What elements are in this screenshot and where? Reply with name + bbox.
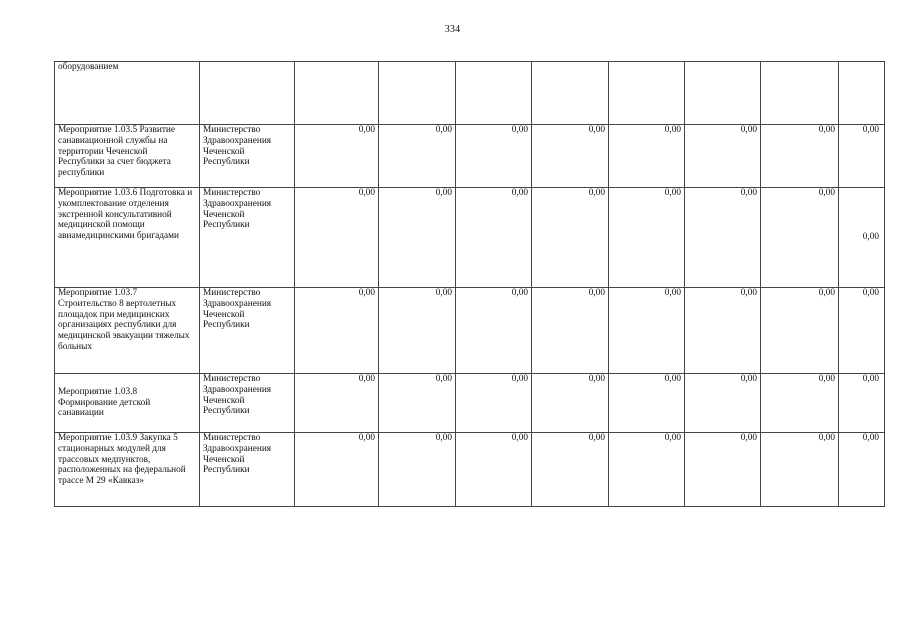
- value-cell: [456, 62, 532, 125]
- value-cell: 0,00: [456, 374, 532, 433]
- value-cell: 0,00: [532, 374, 609, 433]
- activity-cell: оборудованием: [55, 62, 200, 125]
- value-cell: 0,00: [456, 188, 532, 288]
- value-cell: 0,00: [839, 125, 885, 188]
- value-cell: 0,00: [839, 188, 885, 288]
- organization-cell: [200, 62, 295, 125]
- value-cell: [839, 62, 885, 125]
- value-cell: 0,00: [761, 374, 839, 433]
- value-cell: 0,00: [532, 125, 609, 188]
- value-cell: 0,00: [532, 188, 609, 288]
- value-cell: 0,00: [761, 433, 839, 507]
- value-cell: [685, 62, 761, 125]
- value-cell: 0,00: [685, 374, 761, 433]
- value-cell: [295, 62, 379, 125]
- activity-cell: Мероприятие 1.03.9 Закупка 5 стационарных модулей для трассовых медпунктов, расположенных на федеральной трассе М 29 «Кавказ»: [55, 433, 200, 507]
- value-cell: 0,00: [295, 374, 379, 433]
- page-number: 334: [444, 24, 461, 35]
- activity-cell: Мероприятие 1.03.7 Строительство 8 вертолетных площадок при медицинских организациях республики для медицинской эвакуации тяжелых больных: [55, 288, 200, 374]
- value-cell: 0,00: [839, 288, 885, 374]
- budget-table: [54, 61, 885, 507]
- value-cell: 0,00: [609, 125, 685, 188]
- table-row: [55, 288, 885, 374]
- table-row: [55, 125, 885, 188]
- value-cell: 0,00: [761, 125, 839, 188]
- value-cell: 0,00: [685, 433, 761, 507]
- activity-cell: Мероприятие 1.03.6 Подготовка и укомплектование отделения экстренной консультативной медицинской помощи авиамедицинскими бригадами: [55, 188, 200, 288]
- value-cell: [379, 62, 456, 125]
- value-cell: 0,00: [685, 288, 761, 374]
- value-cell: 0,00: [532, 433, 609, 507]
- value-cell: 0,00: [379, 125, 456, 188]
- value-cell: 0,00: [609, 288, 685, 374]
- value-cell: 0,00: [295, 288, 379, 374]
- value-cell: [609, 62, 685, 125]
- organization-cell: Министерство Здравоохранения Чеченской Республики: [200, 433, 295, 507]
- activity-cell: Мероприятие 1.03.8 Формирование детской санавиации: [55, 374, 200, 433]
- organization-cell: Министерство Здравоохранения Чеченской Республики: [200, 188, 295, 288]
- value-cell: 0,00: [609, 188, 685, 288]
- value-cell: [532, 62, 609, 125]
- value-cell: 0,00: [295, 188, 379, 288]
- value-cell: 0,00: [839, 374, 885, 433]
- value-cell: 0,00: [379, 288, 456, 374]
- value-cell: 0,00: [532, 288, 609, 374]
- activity-cell: Мероприятие 1.03.5 Развитие санавиационной службы на территории Чеченской Республики за счет бюджета республики: [55, 125, 200, 188]
- value-cell: 0,00: [456, 433, 532, 507]
- value-cell: 0,00: [761, 188, 839, 288]
- table-row: [55, 433, 885, 507]
- value-cell: [761, 62, 839, 125]
- value-cell: 0,00: [456, 125, 532, 188]
- organization-cell: Министерство Здравоохранения Чеченской Республики: [200, 288, 295, 374]
- value-cell: 0,00: [609, 433, 685, 507]
- table-row: [55, 188, 885, 288]
- value-cell: 0,00: [609, 374, 685, 433]
- value-cell: 0,00: [839, 433, 885, 507]
- table-row: [55, 374, 885, 433]
- value-cell: 0,00: [685, 125, 761, 188]
- value-cell: 0,00: [761, 288, 839, 374]
- value-cell: 0,00: [379, 374, 456, 433]
- value-cell: 0,00: [295, 125, 379, 188]
- organization-cell: Министерство Здравоохранения Чеченской Республики: [200, 125, 295, 188]
- value-cell: 0,00: [379, 188, 456, 288]
- value-cell: 0,00: [456, 288, 532, 374]
- value-cell: 0,00: [295, 433, 379, 507]
- organization-cell: Министерство Здравоохранения Чеченской Республики: [200, 374, 295, 433]
- value-cell: 0,00: [685, 188, 761, 288]
- table-row: [55, 62, 885, 125]
- value-cell: 0,00: [379, 433, 456, 507]
